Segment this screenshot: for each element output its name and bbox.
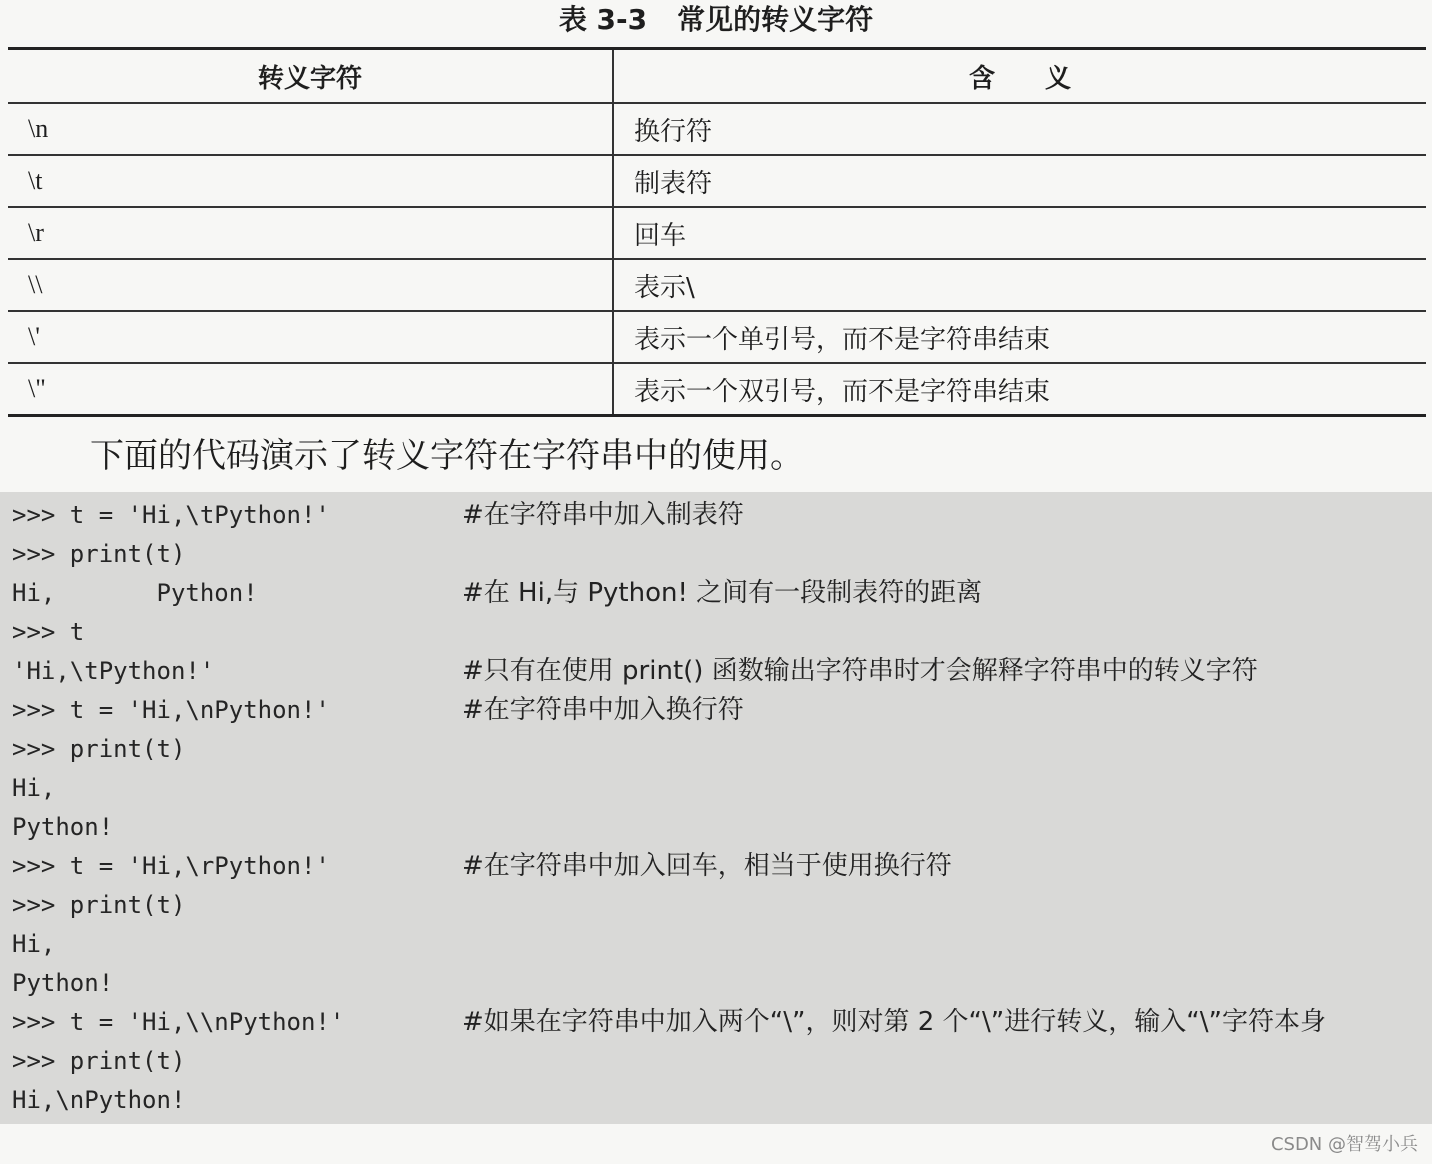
header-meaning: 含义 — [613, 49, 1426, 104]
table-number: 表 3-3 — [558, 3, 648, 36]
escape-char-cell: \' — [8, 311, 613, 363]
code-comment: #只有在使用 print() 函数输出字符串时才会解释字符串中的转义字符 — [462, 656, 1258, 686]
escape-char-cell: \t — [8, 155, 613, 207]
meaning-cell: 回车 — [613, 207, 1426, 259]
escape-char-cell: \n — [8, 103, 613, 155]
code-line: >>> t = 'Hi,\tPython!' — [12, 501, 330, 529]
code-line: >>> t = 'Hi,\nPython!' — [12, 696, 330, 724]
code-comment: #在字符串中加入换行符 — [462, 695, 744, 725]
table-title: 常见的转义字符 — [677, 3, 874, 36]
table-header-row — [8, 49, 1426, 104]
intro-paragraph: 下面的代码演示了转义字符在字符串中的使用。 — [90, 436, 804, 476]
code-line: Hi, Python! — [12, 579, 258, 607]
code-line: Python! — [12, 813, 114, 841]
code-comment: #在字符串中加入回车，相当于使用换行符 — [462, 851, 952, 881]
table-row — [8, 259, 1426, 311]
watermark: CSDN @智驾小兵 — [1270, 1134, 1418, 1155]
code-line: >>> print(t) — [12, 891, 186, 919]
meaning-cell: 制表符 — [613, 155, 1426, 207]
code-line: Hi, — [12, 930, 56, 958]
escape-char-cell: \r — [8, 207, 613, 259]
escape-char-cell: \\ — [8, 259, 613, 311]
code-comment: #在字符串中加入制表符 — [462, 500, 744, 530]
code-line: 'Hi,\tPython!' — [12, 657, 215, 685]
meaning-cell: 换行符 — [613, 103, 1426, 155]
meaning-cell: 表示一个单引号，而不是字符串结束 — [613, 311, 1426, 363]
code-comment: #如果在字符串中加入两个“\”，则对第 2 个“\”进行转义，输入“\”字符本身 — [462, 1007, 1326, 1037]
code-line: >>> print(t) — [12, 1047, 186, 1075]
escape-char-cell: \" — [8, 363, 613, 416]
code-comment: #在 Hi,与 Python! 之间有一段制表符的距离 — [462, 578, 983, 608]
meaning-cell: 表示\ — [613, 259, 1426, 311]
table-row — [8, 207, 1426, 259]
header-escape-char: 转义字符 — [8, 49, 613, 104]
code-line: >>> t = 'Hi,\\nPython!' — [12, 1008, 345, 1036]
code-line: >>> print(t) — [12, 540, 186, 568]
code-line: Python! — [12, 969, 114, 997]
table-row — [8, 155, 1426, 207]
table-caption — [0, 0, 1432, 40]
code-block — [0, 492, 1432, 1124]
code-line: >>> t = 'Hi,\rPython!' — [12, 852, 330, 880]
code-line: >>> print(t) — [12, 735, 186, 763]
code-line: Hi, — [12, 774, 56, 802]
code-line: Hi,\nPython! — [12, 1086, 186, 1114]
table-row — [8, 363, 1426, 416]
table-row — [8, 311, 1426, 363]
table-row — [8, 103, 1426, 155]
meaning-cell: 表示一个双引号，而不是字符串结束 — [613, 363, 1426, 416]
code-line: >>> t — [12, 618, 85, 646]
escape-char-table — [8, 47, 1426, 417]
